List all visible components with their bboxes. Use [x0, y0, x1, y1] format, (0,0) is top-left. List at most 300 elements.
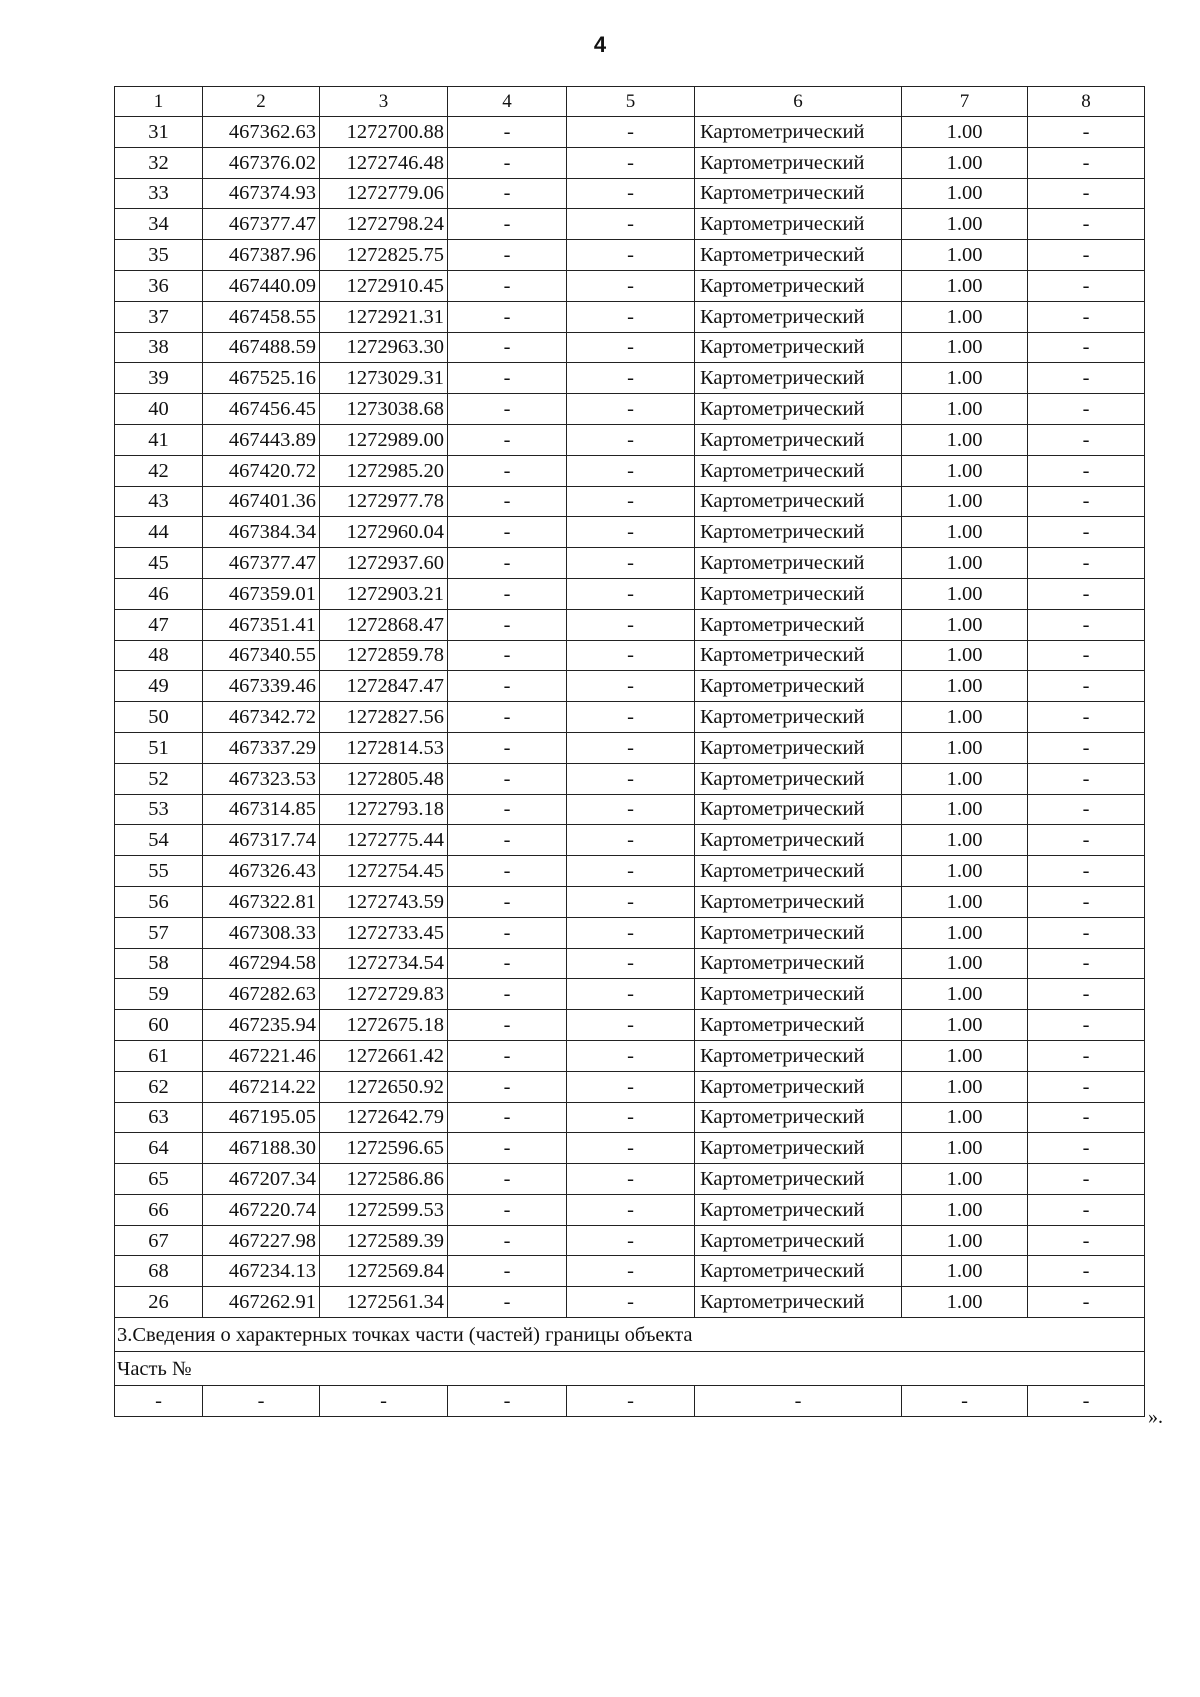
table-cell: 1.00 — [902, 455, 1028, 486]
table-cell: - — [448, 732, 567, 763]
table-cell: - — [567, 856, 695, 887]
table-cell: - — [567, 424, 695, 455]
table-cell: Картометрический — [695, 886, 902, 917]
table-cell: 1272825.75 — [320, 240, 448, 271]
table-cell: 467525.16 — [203, 363, 320, 394]
table-cell: - — [448, 856, 567, 887]
table-cell: - — [1028, 270, 1145, 301]
table-row — [115, 671, 1145, 702]
table-cell: - — [567, 486, 695, 517]
table-cell: 1.00 — [902, 209, 1028, 240]
table-cell: - — [1028, 794, 1145, 825]
table-cell: 1.00 — [902, 856, 1028, 887]
table-cell: 1.00 — [902, 732, 1028, 763]
table-cell: - — [1028, 1287, 1145, 1318]
table-cell: 44 — [115, 517, 203, 548]
table-cell: 1.00 — [902, 1010, 1028, 1041]
table-cell: - — [567, 979, 695, 1010]
table-cell: - — [567, 240, 695, 271]
table-cell: 467401.36 — [203, 486, 320, 517]
table-cell: - — [567, 825, 695, 856]
table-cell: 1272960.04 — [320, 517, 448, 548]
header-row — [115, 87, 1145, 117]
table-cell: 58 — [115, 948, 203, 979]
table-cell: - — [448, 1194, 567, 1225]
table-cell: 63 — [115, 1102, 203, 1133]
table-cell: - — [1028, 578, 1145, 609]
table-cell: 49 — [115, 671, 203, 702]
table-cell: 55 — [115, 856, 203, 887]
table-cell: - — [1028, 763, 1145, 794]
table-cell: 1.00 — [902, 332, 1028, 363]
table-cell: 1273029.31 — [320, 363, 448, 394]
header-cell: 4 — [448, 87, 567, 117]
table-cell: 57 — [115, 917, 203, 948]
table-cell: 50 — [115, 702, 203, 733]
table-row — [115, 117, 1145, 148]
table-cell: - — [567, 732, 695, 763]
table-cell: - — [1028, 240, 1145, 271]
table-row — [115, 917, 1145, 948]
table-cell: 1.00 — [902, 117, 1028, 148]
part-empty-row — [115, 1386, 1145, 1417]
table-row — [115, 301, 1145, 332]
table-cell: 65 — [115, 1164, 203, 1195]
table-cell: 52 — [115, 763, 203, 794]
header-cell: 6 — [695, 87, 902, 117]
table-cell: 48 — [115, 640, 203, 671]
table-cell: - — [448, 147, 567, 178]
table-cell: Картометрический — [695, 640, 902, 671]
table-cell: - — [448, 178, 567, 209]
table-cell: 37 — [115, 301, 203, 332]
table-cell: Картометрический — [695, 332, 902, 363]
table-cell: - — [448, 1164, 567, 1195]
table-cell: - — [448, 301, 567, 332]
table-cell: Картометрический — [695, 1256, 902, 1287]
table-cell: - — [448, 394, 567, 425]
table-cell: 60 — [115, 1010, 203, 1041]
table-row — [115, 424, 1145, 455]
table-row — [115, 763, 1145, 794]
table-row — [115, 147, 1145, 178]
page-number: 4 — [593, 32, 607, 57]
table-cell: 56 — [115, 886, 203, 917]
table-cell: Картометрический — [695, 178, 902, 209]
section-title-row — [115, 1318, 1145, 1352]
table-cell: 467322.81 — [203, 886, 320, 917]
table-cell: 467195.05 — [203, 1102, 320, 1133]
table-cell: 1.00 — [902, 886, 1028, 917]
table-cell: 1273038.68 — [320, 394, 448, 425]
table-cell: 467314.85 — [203, 794, 320, 825]
table-cell: 53 — [115, 794, 203, 825]
table-cell: 1272779.06 — [320, 178, 448, 209]
table-cell: - — [567, 117, 695, 148]
table-cell: - — [448, 948, 567, 979]
table-cell: Картометрический — [695, 948, 902, 979]
table-cell: - — [1028, 147, 1145, 178]
table-cell: 467339.46 — [203, 671, 320, 702]
table-cell: - — [567, 548, 695, 579]
table-cell: 1.00 — [902, 702, 1028, 733]
table-cell: 1272798.24 — [320, 209, 448, 240]
table-cell: - — [448, 240, 567, 271]
table-cell: 1.00 — [902, 794, 1028, 825]
table-row — [115, 1225, 1145, 1256]
table-cell: 467214.22 — [203, 1071, 320, 1102]
table-cell: 45 — [115, 548, 203, 579]
table-cell: - — [567, 1040, 695, 1071]
table-cell: Картометрический — [695, 917, 902, 948]
table-cell: 467326.43 — [203, 856, 320, 887]
table-cell: 1.00 — [902, 394, 1028, 425]
table-cell: - — [448, 1133, 567, 1164]
table-cell: - — [567, 702, 695, 733]
table-cell: Картометрический — [695, 1287, 902, 1318]
section-title: 3.Сведения о характерных точках части (частей) границы объекта — [115, 1318, 1145, 1352]
table-cell: 467387.96 — [203, 240, 320, 271]
table-cell: - — [1028, 517, 1145, 548]
table-cell: - — [448, 578, 567, 609]
table-cell: Картометрический — [695, 1102, 902, 1133]
table-cell: 26 — [115, 1287, 203, 1318]
table-cell: 1.00 — [902, 948, 1028, 979]
table-cell: 35 — [115, 240, 203, 271]
table-cell: Картометрический — [695, 732, 902, 763]
table-cell: - — [567, 1164, 695, 1195]
table-cell: Картометрический — [695, 147, 902, 178]
table-cell: - — [1028, 732, 1145, 763]
table-cell: - — [1028, 117, 1145, 148]
table-cell: 51 — [115, 732, 203, 763]
table-cell: 1272977.78 — [320, 486, 448, 517]
table-cell: - — [1028, 1194, 1145, 1225]
table-cell: Картометрический — [695, 209, 902, 240]
table-cell: - — [1028, 856, 1145, 887]
table-row — [115, 240, 1145, 271]
table-cell: Картометрический — [695, 671, 902, 702]
table-row — [115, 794, 1145, 825]
table-cell: - — [1028, 948, 1145, 979]
table-cell: 467294.58 — [203, 948, 320, 979]
table-cell: 1.00 — [902, 240, 1028, 271]
closing-quote: ». — [1148, 1406, 1163, 1428]
table-cell: 46 — [115, 578, 203, 609]
table-cell: 31 — [115, 117, 203, 148]
table-row — [115, 609, 1145, 640]
table-row — [115, 1071, 1145, 1102]
table-cell: - — [448, 979, 567, 1010]
table-cell: 1272743.59 — [320, 886, 448, 917]
table-cell: - — [567, 1194, 695, 1225]
table-cell: 1.00 — [902, 486, 1028, 517]
table-cell: - — [567, 671, 695, 702]
table-cell: 34 — [115, 209, 203, 240]
table-cell: Картометрический — [695, 794, 902, 825]
table-cell: 1272599.53 — [320, 1194, 448, 1225]
table-cell: 467458.55 — [203, 301, 320, 332]
table-cell: 32 — [115, 147, 203, 178]
table-cell: 1272814.53 — [320, 732, 448, 763]
table-cell: - — [1028, 301, 1145, 332]
table-cell: Картометрический — [695, 1071, 902, 1102]
table-cell: 40 — [115, 394, 203, 425]
table-cell: 467440.09 — [203, 270, 320, 301]
header-cell: 5 — [567, 87, 695, 117]
table-cell: Картометрический — [695, 1225, 902, 1256]
table-cell: 467359.01 — [203, 578, 320, 609]
table-cell: 1272675.18 — [320, 1010, 448, 1041]
table-cell: 1272569.84 — [320, 1256, 448, 1287]
table-cell: - — [567, 794, 695, 825]
table-cell: 1272586.86 — [320, 1164, 448, 1195]
table-cell: 1272650.92 — [320, 1071, 448, 1102]
table-cell: - — [1028, 548, 1145, 579]
table-cell: - — [320, 1386, 448, 1417]
table-cell: - — [567, 886, 695, 917]
table-cell: Картометрический — [695, 702, 902, 733]
table-cell: 467323.53 — [203, 763, 320, 794]
table-row — [115, 270, 1145, 301]
table-cell: - — [448, 517, 567, 548]
table-cell: - — [448, 332, 567, 363]
table-cell: - — [448, 486, 567, 517]
table-cell: 467282.63 — [203, 979, 320, 1010]
table-cell: - — [1028, 886, 1145, 917]
table-cell: - — [448, 548, 567, 579]
table-cell: - — [1028, 424, 1145, 455]
table-cell: - — [902, 1386, 1028, 1417]
table-cell: - — [448, 1225, 567, 1256]
table-cell: - — [1028, 1256, 1145, 1287]
table-row — [115, 702, 1145, 733]
table-cell: 1.00 — [902, 301, 1028, 332]
table-cell: - — [448, 763, 567, 794]
table-cell: 54 — [115, 825, 203, 856]
table-cell: 467384.34 — [203, 517, 320, 548]
table-body — [115, 87, 1145, 1417]
table-cell: - — [1028, 1386, 1145, 1417]
table-cell: 1.00 — [902, 548, 1028, 579]
table-cell: 467234.13 — [203, 1256, 320, 1287]
table-cell: - — [567, 517, 695, 548]
table-cell: 467317.74 — [203, 825, 320, 856]
header-cell: 2 — [203, 87, 320, 117]
table-cell: 1272729.83 — [320, 979, 448, 1010]
table-cell: Картометрический — [695, 270, 902, 301]
table-cell: - — [448, 424, 567, 455]
table-cell: 1.00 — [902, 1164, 1028, 1195]
table-cell: 1272859.78 — [320, 640, 448, 671]
table-row — [115, 1194, 1145, 1225]
table-cell: - — [448, 1071, 567, 1102]
table-cell: 36 — [115, 270, 203, 301]
table-cell: 1.00 — [902, 1071, 1028, 1102]
table-cell: - — [1028, 178, 1145, 209]
table-cell: Картометрический — [695, 825, 902, 856]
table-cell: 1272793.18 — [320, 794, 448, 825]
table-cell: 1272589.39 — [320, 1225, 448, 1256]
table-cell: - — [567, 948, 695, 979]
table-cell: 1272596.65 — [320, 1133, 448, 1164]
table-cell: - — [448, 609, 567, 640]
table-cell: - — [1028, 1010, 1145, 1041]
table-cell: - — [1028, 455, 1145, 486]
table-cell: 467377.47 — [203, 548, 320, 579]
table-cell: - — [115, 1386, 203, 1417]
table-cell: Картометрический — [695, 1133, 902, 1164]
table-cell: 43 — [115, 486, 203, 517]
table-cell: 467362.63 — [203, 117, 320, 148]
table-cell: - — [448, 1102, 567, 1133]
table-cell: 1272733.45 — [320, 917, 448, 948]
table-cell: 1272847.47 — [320, 671, 448, 702]
table-cell: - — [448, 363, 567, 394]
table-row — [115, 517, 1145, 548]
table-cell: 1.00 — [902, 424, 1028, 455]
table-cell: 1.00 — [902, 270, 1028, 301]
table-cell: - — [1028, 363, 1145, 394]
table-cell: 38 — [115, 332, 203, 363]
table-cell: - — [567, 609, 695, 640]
table-row — [115, 578, 1145, 609]
table-cell: - — [567, 301, 695, 332]
table-cell: - — [448, 117, 567, 148]
table-cell: - — [1028, 332, 1145, 363]
table-cell: - — [448, 1386, 567, 1417]
header-cell: 3 — [320, 87, 448, 117]
table-cell: 1.00 — [902, 578, 1028, 609]
table-row — [115, 178, 1145, 209]
table-cell: - — [567, 178, 695, 209]
table-cell: 1272868.47 — [320, 609, 448, 640]
table-cell: - — [567, 1010, 695, 1041]
table-cell: 467351.41 — [203, 609, 320, 640]
table-row — [115, 979, 1145, 1010]
table-cell: - — [567, 1133, 695, 1164]
table-cell: 467377.47 — [203, 209, 320, 240]
table-cell: Картометрический — [695, 424, 902, 455]
table-row — [115, 1102, 1145, 1133]
table-cell: - — [1028, 671, 1145, 702]
table-row — [115, 486, 1145, 517]
table-cell: Картометрический — [695, 301, 902, 332]
table-cell: 61 — [115, 1040, 203, 1071]
table-cell: 467220.74 — [203, 1194, 320, 1225]
table-cell: - — [567, 578, 695, 609]
table-cell: Картометрический — [695, 455, 902, 486]
table-cell: 1.00 — [902, 917, 1028, 948]
table-cell: 467227.98 — [203, 1225, 320, 1256]
table-row — [115, 1164, 1145, 1195]
table-cell: - — [567, 363, 695, 394]
table-cell: Картометрический — [695, 856, 902, 887]
table-cell: - — [448, 702, 567, 733]
table-cell: 467456.45 — [203, 394, 320, 425]
table-cell: 1.00 — [902, 1225, 1028, 1256]
table-cell: - — [567, 1071, 695, 1102]
table-cell: - — [448, 1287, 567, 1318]
table-row — [115, 732, 1145, 763]
table-cell: 1272734.54 — [320, 948, 448, 979]
table-cell: Картометрический — [695, 240, 902, 271]
table-cell: 1.00 — [902, 1133, 1028, 1164]
table-row — [115, 548, 1145, 579]
table-row — [115, 363, 1145, 394]
table-row — [115, 394, 1145, 425]
table-cell: - — [448, 671, 567, 702]
table-cell: Картометрический — [695, 1194, 902, 1225]
table-cell: 467374.93 — [203, 178, 320, 209]
table-cell: - — [567, 394, 695, 425]
table-cell: - — [448, 270, 567, 301]
table-cell: 1.00 — [902, 671, 1028, 702]
table-cell: 64 — [115, 1133, 203, 1164]
table-cell: 467342.72 — [203, 702, 320, 733]
table-cell: 1272746.48 — [320, 147, 448, 178]
table-cell: 1272661.42 — [320, 1040, 448, 1071]
table-cell: 1272700.88 — [320, 117, 448, 148]
table-cell: - — [448, 917, 567, 948]
table-cell: 467340.55 — [203, 640, 320, 671]
table-row — [115, 886, 1145, 917]
table-cell: - — [567, 1102, 695, 1133]
table-cell: - — [1028, 1164, 1145, 1195]
table-cell: 1.00 — [902, 609, 1028, 640]
table-row — [115, 825, 1145, 856]
table-cell: - — [448, 825, 567, 856]
table-cell: - — [567, 1287, 695, 1318]
table-cell: - — [567, 640, 695, 671]
table-cell: 62 — [115, 1071, 203, 1102]
table-cell: Картометрический — [695, 517, 902, 548]
table-cell: 66 — [115, 1194, 203, 1225]
table-cell: - — [567, 1225, 695, 1256]
table-cell: Картометрический — [695, 363, 902, 394]
table-cell: 42 — [115, 455, 203, 486]
table-cell: 467188.30 — [203, 1133, 320, 1164]
table-row — [115, 948, 1145, 979]
table-cell: 1272963.30 — [320, 332, 448, 363]
table-cell: - — [695, 1386, 902, 1417]
table-row — [115, 1010, 1145, 1041]
table-cell: 467420.72 — [203, 455, 320, 486]
table-cell: - — [448, 640, 567, 671]
table-row — [115, 1040, 1145, 1071]
table-cell: 1.00 — [902, 979, 1028, 1010]
table-row — [115, 332, 1145, 363]
table-cell: 33 — [115, 178, 203, 209]
table-cell: Картометрический — [695, 394, 902, 425]
table-cell: 1.00 — [902, 178, 1028, 209]
table-cell: 1272775.44 — [320, 825, 448, 856]
table-cell: - — [567, 1256, 695, 1287]
coordinates-table — [114, 86, 1145, 1417]
table-row — [115, 1256, 1145, 1287]
table-cell: - — [567, 332, 695, 363]
table-cell: - — [448, 886, 567, 917]
table-cell: - — [1028, 1071, 1145, 1102]
table-cell: - — [1028, 979, 1145, 1010]
table-cell: - — [203, 1386, 320, 1417]
table-cell: - — [448, 455, 567, 486]
table-cell: 467308.33 — [203, 917, 320, 948]
table-cell: Картометрический — [695, 763, 902, 794]
table-cell: 41 — [115, 424, 203, 455]
table-cell: 1272937.60 — [320, 548, 448, 579]
table-cell: 467235.94 — [203, 1010, 320, 1041]
